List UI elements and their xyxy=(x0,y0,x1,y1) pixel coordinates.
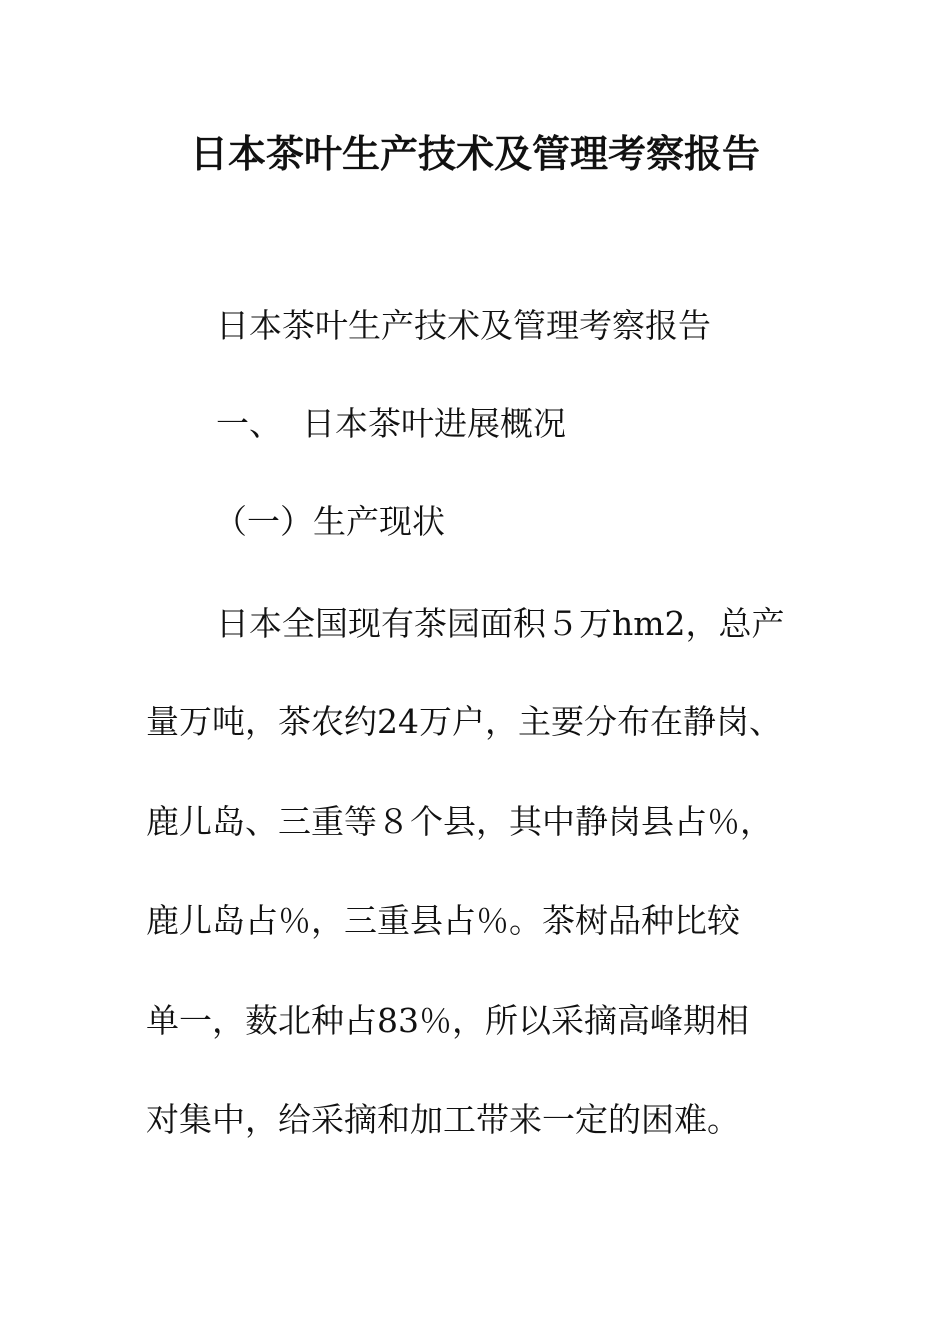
section-heading xyxy=(216,400,566,448)
document-title: 日本茶叶生产技术及管理考察报告 xyxy=(189,132,760,176)
section-heading-text: 日本茶叶进展概况 xyxy=(302,404,566,443)
subsection-heading: （一）生产现状 xyxy=(214,502,445,541)
paragraph-line: 日本全国现有茶园面积５万hm2，总产 xyxy=(216,604,785,643)
paragraph-line: 单一，薮北种占83％，所以采摘高峰期相 xyxy=(146,1001,749,1040)
document-subtitle: 日本茶叶生产技术及管理考察报告 xyxy=(216,306,711,345)
paragraph-line: 量万吨，茶农约24万户，主要分布在静岗、 xyxy=(146,702,782,741)
section-number: 一、 xyxy=(216,404,282,443)
paragraph-line: 对集中，给采摘和加工带来一定的困难。 xyxy=(146,1100,740,1139)
paragraph-line: 鹿儿岛、三重等８个县，其中静岗县占％， xyxy=(146,802,773,841)
paragraph-line: 鹿儿岛占％，三重县占％。茶树品种比较 xyxy=(146,901,740,940)
